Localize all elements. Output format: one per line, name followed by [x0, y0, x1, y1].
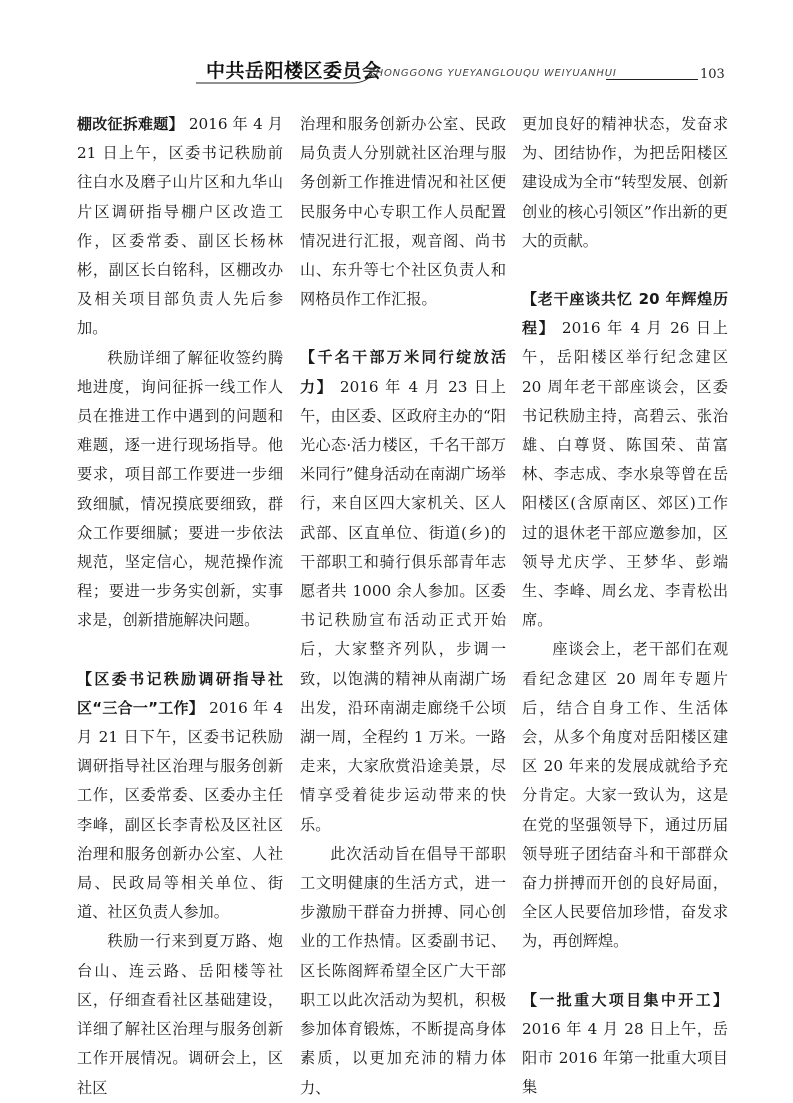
section-gap	[522, 256, 728, 285]
column-2	[300, 110, 506, 1103]
section-heading: 棚改征拆难题】	[77, 115, 184, 133]
paragraph: 秩励一行来到夏万路、炮台山、连云路、岳阳楼等社区，仔细查看社区基础建设，详细了解社区治理与服务创新工作开展情况。调研会上，区社区	[77, 932, 283, 1097]
paragraph	[77, 665, 283, 928]
paragraph	[300, 343, 506, 839]
paragraph	[522, 285, 728, 635]
section-heading: 【一批重大项目集中开工】	[522, 990, 728, 1009]
column-3	[522, 110, 728, 1103]
section-heading: 【老干座谈共忆 20 年辉煌历程】	[522, 290, 728, 338]
paragraph	[522, 986, 728, 1103]
column-1	[77, 110, 283, 1103]
paragraph: 更加良好的精神状态，发奋求为、团结协作，为把岳阳楼区建设成为全市“转型发展、创新创业的核心引领区”作出新的更大的贡献。	[522, 115, 728, 250]
section-gap	[522, 957, 728, 986]
section-text: 2016 年 4 月 26 日上午，岳阳楼区举行纪念建区 20 周年老干部座谈会，区委书记秩励主持，高碧云、张治雄、白尊贤、陈国荣、苗富林、李志成、李水泉等曾在岳阳楼区(含原南区、郊区)工作过的退休老干部应邀参加，区领导尤庆学、王梦华、彭端生、李峰、周幺龙、李青松出席。	[522, 319, 728, 630]
paragraph: 此次活动旨在倡导干部职工文明健康的生活方式，进一步激励干群奋力拼搏、同心创业的工作热情。区委副书记、区长陈阁辉希望全区广大干部职工以此次活动为契机，积极参加体育锻炼，不断提高身体素质，以更加充沛的精力体力、	[300, 844, 506, 1097]
header-rule	[606, 79, 698, 80]
section-heading: 【区委书记秩励调研指导社区“三合一”工作】	[77, 669, 283, 717]
section-heading: 【千名干部万米同行绽放活力】	[300, 348, 506, 396]
section-gap	[300, 314, 506, 343]
paragraph: 座谈会上，老干部们在观看纪念建区 20 周年专题片后，结合自身工作、生活体会，从多个角度对岳阳楼区建区 20 年来的发展成就给予充分肯定。大家一致认为，这是在党的坚强领导下，通过历届领导班子团结奋斗和干部群众奋力拼搏而开创的良好局面，全区人民要倍加珍惜，奋发求为，再创辉煌。	[522, 640, 728, 951]
paragraph: 治理和服务创新办公室、民政局负责人分别就社区治理与服务创新工作推进情况和社区便民服务中心专职工作人员配置情况进行汇报，观音阁、尚书山、东升等七个社区负责人和网格员作工作汇报。	[300, 115, 506, 309]
header-pinyin: ZHONGGONG YUEYANGLOUQU WEIYUANHUI	[368, 68, 617, 79]
paragraph	[77, 110, 283, 344]
header-title: 中共岳阳楼区委员会	[206, 60, 382, 82]
page-header	[0, 0, 793, 90]
page-number: 103	[700, 67, 725, 82]
section-text: 2016 年 4 月 21 日上午，区委书记秩励前往白水及磨子山片区和九华山片区调研指导棚户区改造工作，区委常委、副区长杨林彬，副区长白铭科，区棚改办及相关项目部负责人先后参加。	[77, 115, 283, 338]
section-text: 2016 年 4 月 28 日上午，岳阳市 2016 年第一批重大项目集	[522, 1019, 728, 1097]
paragraph: 秩励详细了解征收签约腾地进度，询问征拆一线工作人员在推进工作中遇到的问题和难题，逐一进行现场指导。他要求，项目部工作要进一步细致细腻，情况摸底要细致，群众工作要细腻；要进一步依法规范，坚定信心，规范操作流程；要进一步务实创新，实事求是，创新措施解决问题。	[77, 348, 283, 630]
section-text: 2016 年 4 月 21 日下午，区委书记秩励调研指导社区治理与服务创新工作，区委常委、区委办主任李峰，副区长李青松及区社区治理和服务创新办公室、人社局、民政局等相关单位、街道、社区负责人参加。	[77, 698, 283, 922]
section-gap	[77, 636, 283, 665]
section-text: 2016 年 4 月 23 日上午，由区委、区政府主办的“阳光心态·活力楼区，千名干部万米同行”健身活动在南湖广场举行，来自区四大家机关、区人武部、区直单位、街道(乡)的干部职工和骑行俱乐部青年志愿者共 1000 余人参加。区委书记秩励宣布活动正式开始后，大家整齐列队，步调一致，以饱满的精神从南湖广场出发，沿环南湖走廊绕千公顷湖一周，全程约 1 万米。一路走来，大家欣赏沿途美景，尽情享受着徒步运动带来的快乐。	[300, 377, 506, 834]
